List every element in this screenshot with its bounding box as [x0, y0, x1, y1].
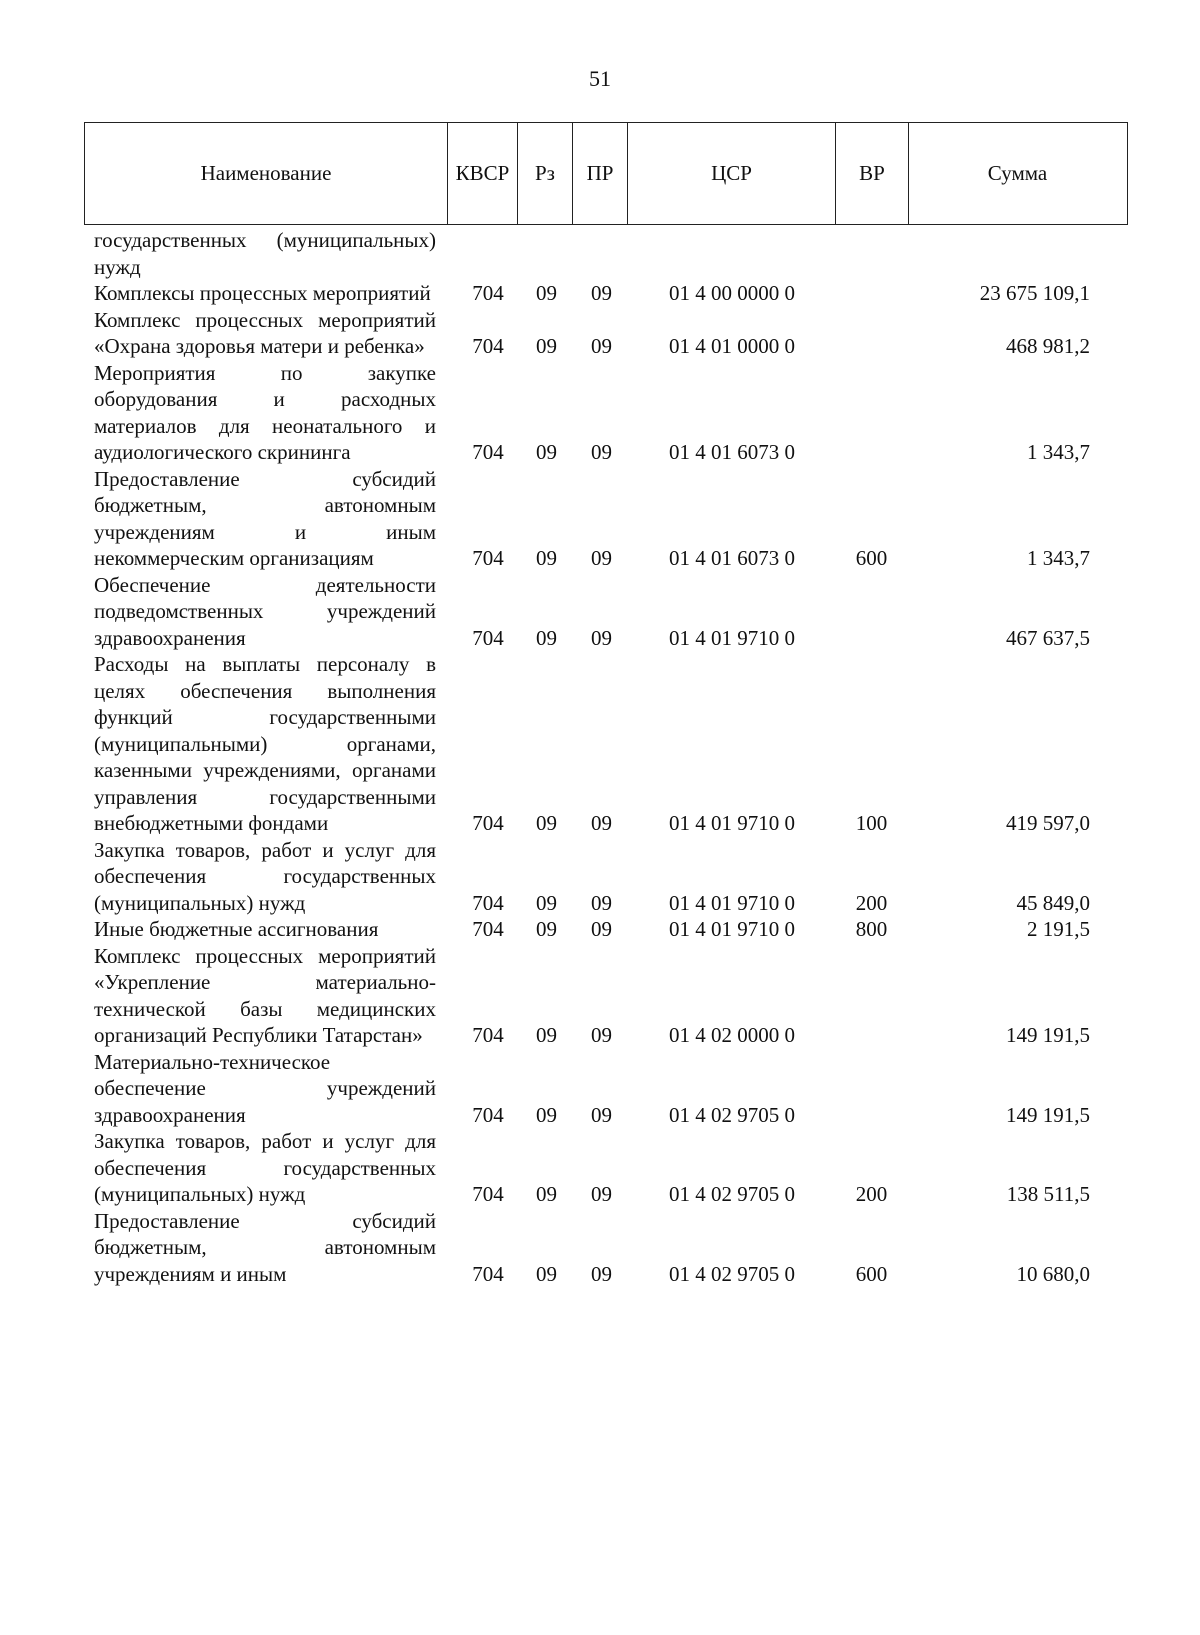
- row-kvsr: 704: [472, 917, 504, 941]
- row-csr: 01 4 01 6073 0: [669, 440, 795, 464]
- table-row: [84, 280, 1128, 307]
- row-pr: 09: [591, 625, 612, 650]
- row-sum: 1 343,7: [1027, 546, 1090, 570]
- row-name: Расходы на выплаты персоналу в целях обеспечения выполнения функций государственными (муниципальными) органами, казенными учреждениями, органами управления государственными внебюджетными фондами: [94, 652, 436, 835]
- header-vr: ВР: [835, 123, 908, 224]
- table-row: [84, 943, 1128, 1049]
- row-kvsr: 704: [472, 546, 504, 570]
- row-pr: 09: [591, 811, 612, 835]
- row-csr: 01 4 01 0000 0: [669, 334, 795, 358]
- table-row: [84, 916, 1128, 943]
- table-row: [84, 1049, 1128, 1129]
- row-kvsr: 704: [472, 281, 504, 305]
- row-name: Комплекс процессных мероприятий «Укрепление материально-технической базы медицинских организаций Республики Татарстан»: [94, 943, 436, 1047]
- row-rz: 09: [536, 1182, 557, 1206]
- row-name: Материально-техническое обеспечение учреждений здравоохранения: [94, 1049, 436, 1127]
- row-rz: 09: [536, 890, 557, 915]
- row-pr: 09: [591, 1182, 612, 1206]
- row-kvsr: 704: [472, 890, 504, 915]
- row-kvsr: 704: [472, 334, 504, 358]
- table-row: [84, 651, 1128, 837]
- row-pr: 09: [591, 890, 612, 915]
- row-kvsr: 704: [472, 440, 504, 464]
- row-sum: 138 511,5: [1006, 1182, 1090, 1206]
- row-rz: 09: [536, 546, 557, 570]
- row-rz: 09: [536, 1102, 557, 1127]
- table-row: [84, 307, 1128, 360]
- table-row: [84, 837, 1128, 917]
- row-csr: 01 4 00 0000 0: [669, 281, 795, 305]
- row-name: Мероприятия по закупке оборудования и расходных материалов для неонатального и аудиологического скрининга: [94, 360, 436, 464]
- row-sum: 2 191,5: [1027, 917, 1090, 941]
- header-pr: ПР: [572, 123, 627, 224]
- row-vr: 200: [855, 890, 888, 915]
- row-kvsr: 704: [472, 1261, 504, 1286]
- row-rz: 09: [536, 281, 557, 305]
- table-body: [84, 227, 1128, 1287]
- header-name: Наименование: [200, 161, 332, 185]
- row-sum: 149 191,5: [1006, 1102, 1090, 1127]
- row-vr: 200: [855, 1182, 888, 1206]
- row-pr: 09: [591, 334, 612, 358]
- row-sum: 468 981,2: [1006, 334, 1090, 358]
- row-csr: 01 4 01 9710 0: [669, 917, 795, 941]
- row-csr: 01 4 01 9710 0: [669, 811, 795, 835]
- row-vr: 100: [855, 811, 888, 835]
- table-row: [84, 466, 1128, 572]
- row-rz: 09: [536, 917, 557, 941]
- header-kvsr: КВСР: [447, 123, 517, 224]
- row-sum: 419 597,0: [1006, 811, 1090, 835]
- row-vr: 600: [855, 546, 888, 570]
- table-row: [84, 572, 1128, 652]
- row-name: Предоставление субсидий бюджетным, автономным учреждениям и иным: [94, 1208, 436, 1286]
- row-pr: 09: [591, 546, 612, 570]
- row-vr: 600: [855, 1261, 888, 1286]
- header-sum: Сумма: [908, 123, 1126, 224]
- table-header: [84, 122, 1128, 225]
- row-rz: 09: [536, 1023, 557, 1047]
- row-kvsr: 704: [472, 1102, 504, 1127]
- row-csr: 01 4 02 9705 0: [669, 1102, 795, 1127]
- row-vr: 800: [855, 917, 888, 941]
- row-rz: 09: [536, 1261, 557, 1286]
- row-name: Предоставление субсидий бюджетным, автономным учреждениям и иным некоммерческим организациям: [94, 466, 436, 570]
- row-csr: 01 4 01 6073 0: [669, 546, 795, 570]
- header-csr: ЦСР: [627, 123, 835, 224]
- row-name: государственных (муниципальных) нужд: [94, 228, 436, 279]
- row-sum: 10 680,0: [1016, 1261, 1090, 1286]
- row-pr: 09: [591, 440, 612, 464]
- table-row: [84, 227, 1128, 280]
- row-csr: 01 4 02 9705 0: [669, 1261, 795, 1286]
- row-pr: 09: [591, 281, 612, 305]
- row-name: Комплекс процессных мероприятий «Охрана здоровья матери и ребенка»: [94, 307, 436, 358]
- row-csr: 01 4 01 9710 0: [669, 625, 795, 650]
- row-pr: 09: [591, 1102, 612, 1127]
- row-sum: 23 675 109,1: [979, 281, 1090, 305]
- row-pr: 09: [591, 1023, 612, 1047]
- row-name: Закупка товаров, работ и услуг для обеспечения государственных (муниципальных) нужд: [94, 1129, 436, 1206]
- row-sum: 45 849,0: [1016, 890, 1090, 915]
- row-rz: 09: [536, 625, 557, 650]
- row-kvsr: 704: [472, 1023, 504, 1047]
- row-rz: 09: [536, 811, 557, 835]
- row-csr: 01 4 01 9710 0: [669, 890, 795, 915]
- row-name: Закупка товаров, работ и услуг для обеспечения государственных (муниципальных) нужд: [94, 837, 436, 915]
- table-row: [84, 1208, 1128, 1288]
- row-sum: 1 343,7: [1027, 440, 1090, 464]
- row-kvsr: 704: [472, 625, 504, 650]
- row-sum: 149 191,5: [1006, 1023, 1090, 1047]
- table-row: [84, 1128, 1128, 1208]
- row-rz: 09: [536, 334, 557, 358]
- row-sum: 467 637,5: [1006, 625, 1090, 650]
- row-csr: 01 4 02 9705 0: [669, 1182, 795, 1206]
- row-rz: 09: [536, 440, 557, 464]
- row-name: Комплексы процессных мероприятий: [94, 281, 431, 305]
- row-pr: 09: [591, 917, 612, 941]
- header-rz: Рз: [517, 123, 572, 224]
- table-row: [84, 360, 1128, 466]
- row-kvsr: 704: [472, 1182, 504, 1206]
- row-name: Обеспечение деятельности подведомственных учреждений здравоохранения: [94, 572, 436, 650]
- row-csr: 01 4 02 0000 0: [669, 1023, 795, 1047]
- row-pr: 09: [591, 1261, 612, 1286]
- page-number: 51: [589, 66, 611, 91]
- row-name: Иные бюджетные ассигнования: [94, 917, 379, 941]
- row-kvsr: 704: [472, 811, 504, 835]
